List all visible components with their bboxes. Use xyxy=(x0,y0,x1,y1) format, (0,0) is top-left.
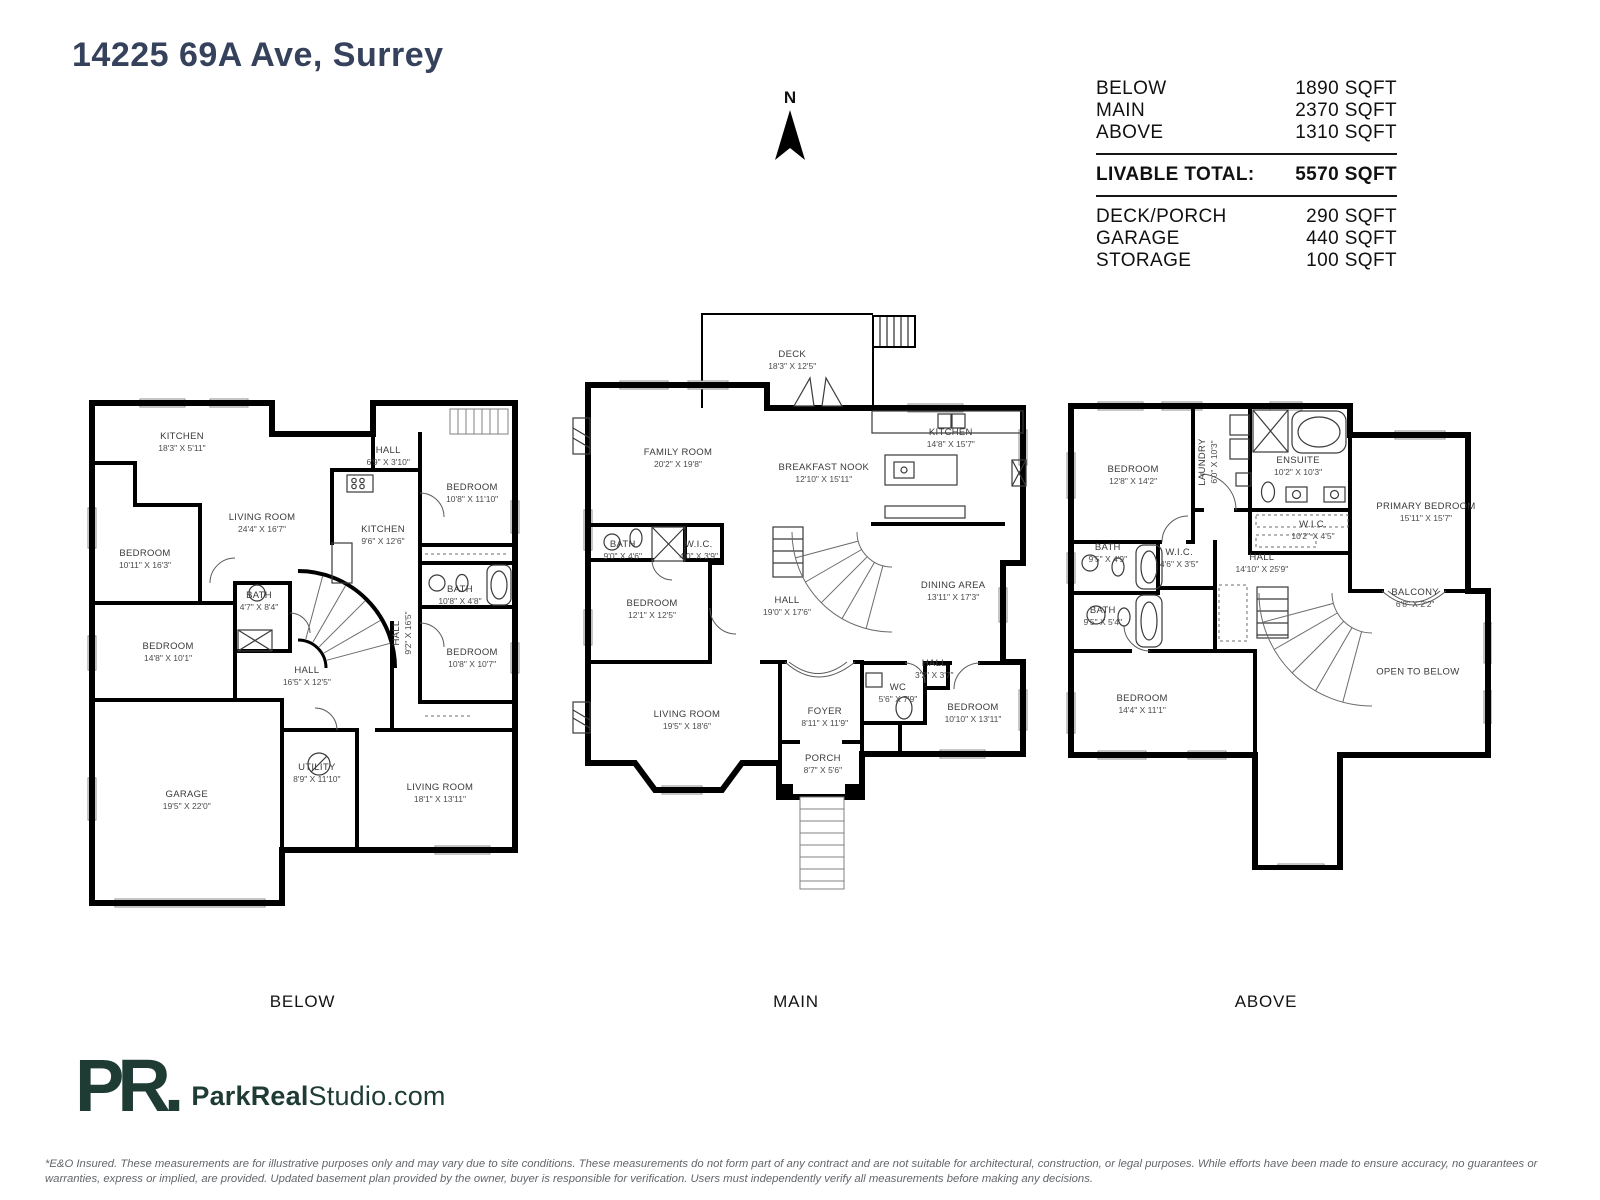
north-arrow-icon xyxy=(768,108,812,166)
room-name: KITCHEN xyxy=(160,430,204,442)
room-dimensions: 10'8" X 10'7" xyxy=(448,658,497,669)
floorplan-above xyxy=(1040,393,1492,870)
room-label xyxy=(447,647,498,669)
room-name: KITCHEN xyxy=(928,426,973,438)
logo-monogram: PR. xyxy=(75,1044,178,1127)
room-dimensions: 12'10" X 15'11" xyxy=(795,474,853,485)
area-table-bottom xyxy=(1096,206,1397,272)
room-dimensions: 9'6" X 12'6" xyxy=(361,535,405,546)
room-labels-above xyxy=(1040,393,1492,870)
room-name: BATH xyxy=(609,538,636,550)
room-name: LAUNDRY xyxy=(1197,438,1209,486)
room-label xyxy=(626,598,677,620)
room-name: BATH xyxy=(246,589,272,601)
room-dimensions: 6'9" X 3'10" xyxy=(366,456,410,467)
floor-caption-main: MAIN xyxy=(773,992,819,1011)
logo-brand-text xyxy=(191,1081,445,1120)
room-labels-below xyxy=(85,393,520,930)
room-label xyxy=(763,595,811,617)
room-dimensions: 14'10" X 25'9" xyxy=(1235,563,1289,574)
floorplan-main xyxy=(560,310,1032,955)
area-row-label: BELOW xyxy=(1096,78,1167,99)
room-name: HALL xyxy=(1249,551,1275,563)
room-dimensions: 8'7" X 5'6" xyxy=(803,765,843,776)
room-name: PRIMARY BEDROOM xyxy=(1376,500,1476,512)
room-label xyxy=(804,753,843,775)
room-label xyxy=(119,548,171,570)
room-name: FOYER xyxy=(807,705,842,717)
room-name: WC xyxy=(889,682,907,694)
floor-caption-below: BELOW xyxy=(269,992,336,1011)
room-label xyxy=(391,611,413,654)
floorplan-below xyxy=(85,393,520,930)
room-label xyxy=(915,658,954,680)
room-label xyxy=(654,709,721,731)
room-dimensions: 10'8" X 11'10" xyxy=(446,493,499,504)
area-row xyxy=(1096,206,1397,228)
room-label xyxy=(1376,667,1459,678)
room-dimensions: 14'4" X 11'1" xyxy=(1118,705,1166,715)
room-dimensions: 14'8" X 10'1" xyxy=(144,652,193,663)
room-name: HALL xyxy=(294,664,320,676)
room-dimensions: 9'0" X 4'6" xyxy=(603,550,643,561)
area-row-value: 1310 SQFT xyxy=(1295,122,1397,143)
room-name: KITCHEN xyxy=(361,523,405,535)
room-label xyxy=(367,445,410,467)
room-name: W.I.C. xyxy=(684,538,713,550)
room-label xyxy=(240,590,279,612)
room-name: BEDROOM xyxy=(446,481,498,493)
room-dimensions: 5'6" X 7'9" xyxy=(878,694,918,705)
room-label xyxy=(446,482,498,504)
page-title: 14225 69A Ave, Surrey xyxy=(72,36,444,74)
room-dimensions: 19'0" X 17'6" xyxy=(763,607,812,618)
room-name: HALL xyxy=(774,595,800,607)
room-dimensions: 24'4" X 16'7" xyxy=(238,523,287,534)
room-name: BEDROOM xyxy=(142,640,194,652)
room-dimensions: 6'8" X 2'2" xyxy=(1395,599,1435,610)
area-row xyxy=(1096,228,1397,250)
room-label xyxy=(438,584,481,606)
room-name: HALL xyxy=(391,620,403,646)
room-label xyxy=(361,524,405,546)
room-name: DINING AREA xyxy=(920,580,986,592)
room-dimensions: 8'11" X 11'9" xyxy=(801,717,849,728)
room-name: BEDROOM xyxy=(626,598,678,610)
room-label xyxy=(1117,693,1168,715)
room-name: BATH xyxy=(447,583,473,595)
area-row-value: 440 SQFT xyxy=(1306,228,1397,249)
room-label xyxy=(927,427,975,449)
room-label xyxy=(158,431,205,453)
room-label xyxy=(1291,519,1334,541)
room-dimensions: 10'2" X 10'3" xyxy=(1274,466,1323,477)
room-name: UTILITY xyxy=(298,762,336,774)
room-name: FAMILY ROOM xyxy=(643,446,713,458)
room-dimensions: 3'2" X 3'7" xyxy=(914,670,954,681)
room-name: BEDROOM xyxy=(947,702,999,714)
floor-caption-above: ABOVE xyxy=(1234,992,1298,1011)
room-name: DECK xyxy=(778,349,807,361)
room-label xyxy=(1274,455,1322,477)
room-name: BALCONY xyxy=(1391,587,1439,599)
room-label xyxy=(603,539,642,561)
room-dimensions: 6'0" X 10'3" xyxy=(1209,440,1220,484)
area-row-label: DECK/PORCH xyxy=(1096,206,1227,227)
room-name: BATH xyxy=(1094,541,1121,553)
room-name: LIVING ROOM xyxy=(406,782,474,794)
room-name: BEDROOM xyxy=(119,547,171,559)
parkreal-logo xyxy=(75,1044,446,1127)
room-dimensions: 19'5" X 22'0" xyxy=(162,801,211,812)
room-dimensions: 16'5" X 12'5" xyxy=(282,676,331,687)
room-label xyxy=(679,539,718,561)
room-name: BREAKFAST NOOK xyxy=(778,462,870,474)
room-label xyxy=(879,682,918,704)
compass xyxy=(766,88,814,171)
room-name: OPEN TO BELOW xyxy=(1376,666,1460,678)
area-row-value: 1890 SQFT xyxy=(1295,78,1397,99)
room-label xyxy=(229,512,296,534)
room-dimensions: 20'2" X 19'8" xyxy=(653,458,703,469)
room-label xyxy=(1197,438,1219,485)
room-dimensions: 18'1" X 13'11" xyxy=(413,794,467,805)
room-name: BEDROOM xyxy=(1107,464,1159,476)
room-name: LIVING ROOM xyxy=(228,511,296,523)
room-dimensions: 13'11" X 17'3" xyxy=(927,592,980,603)
area-summary-table xyxy=(1096,78,1397,272)
room-dimensions: 10'2" X 4'5" xyxy=(1291,530,1335,541)
room-name: W.I.C. xyxy=(1165,547,1194,559)
room-name: LIVING ROOM xyxy=(653,709,721,721)
room-label xyxy=(644,447,712,469)
room-dimensions: 18'3" X 5'11" xyxy=(158,442,206,453)
room-label xyxy=(407,782,474,804)
room-label xyxy=(768,349,816,371)
room-label xyxy=(1236,552,1289,574)
room-label xyxy=(1108,464,1159,486)
area-row-label: MAIN xyxy=(1096,100,1146,121)
room-name: GARAGE xyxy=(165,789,209,801)
room-label xyxy=(293,762,340,784)
room-dimensions: 10'8" X 4'8" xyxy=(438,595,482,606)
room-label xyxy=(1376,501,1475,523)
area-table-top xyxy=(1096,78,1397,144)
room-dimensions: 4'6" X 3'5" xyxy=(1159,559,1199,570)
area-row xyxy=(1096,250,1397,272)
room-dimensions: 15'11" X 15'7" xyxy=(1399,512,1453,523)
area-row xyxy=(1096,122,1397,144)
room-name: HALL xyxy=(375,444,401,456)
area-row-label: GARAGE xyxy=(1096,228,1180,249)
room-dimensions: 9'5" X 5'4" xyxy=(1083,617,1123,628)
area-row-label: STORAGE xyxy=(1096,250,1192,271)
room-dimensions: 12'1" X 12'5" xyxy=(628,610,677,621)
room-dimensions: 9'2" X 16'5" xyxy=(403,611,414,655)
room-dimensions: 19'5" X 18'6" xyxy=(662,721,711,732)
livable-total-value: 5570 SQFT xyxy=(1295,164,1397,185)
room-name: BEDROOM xyxy=(1116,693,1168,704)
livable-total-row xyxy=(1096,153,1397,197)
livable-total-label: LIVABLE TOTAL: xyxy=(1096,164,1255,185)
room-label xyxy=(1160,547,1199,569)
room-dimensions: 12'8" X 14'2" xyxy=(1109,476,1158,487)
area-row-value: 100 SQFT xyxy=(1306,250,1397,271)
room-dimensions: 8'9" X 11'10" xyxy=(293,774,341,785)
room-name: BATH xyxy=(1089,605,1116,617)
area-row xyxy=(1096,100,1397,122)
logo-brand-bold: ParkReal xyxy=(191,1081,309,1112)
room-dimensions: 4'0" X 3'9" xyxy=(679,550,719,561)
room-label xyxy=(1084,605,1123,627)
room-dimensions: 10'11" X 16'3" xyxy=(118,559,172,570)
room-label xyxy=(945,702,1002,724)
room-label xyxy=(1391,587,1439,609)
area-row-value: 2370 SQFT xyxy=(1295,100,1397,121)
room-label xyxy=(921,580,986,602)
room-label xyxy=(1089,542,1128,564)
room-name: HALL xyxy=(921,658,947,670)
room-name: ENSUITE xyxy=(1276,454,1320,466)
room-label xyxy=(142,641,193,663)
room-name: PORCH xyxy=(804,753,841,765)
room-label xyxy=(283,665,331,687)
room-labels-main xyxy=(560,310,1032,955)
room-name: BEDROOM xyxy=(446,646,498,658)
room-dimensions: 4'7" X 8'4" xyxy=(239,601,279,612)
room-name: W.I.C. xyxy=(1299,518,1327,530)
room-label xyxy=(163,789,211,811)
area-row-value: 290 SQFT xyxy=(1306,206,1397,227)
room-dimensions: 9'5" X 4'9" xyxy=(1088,553,1128,564)
room-dimensions: 10'10" X 13'11" xyxy=(944,714,1002,725)
room-label xyxy=(801,706,848,728)
room-label xyxy=(779,462,870,484)
logo-brand-regular: Studio.com xyxy=(308,1081,446,1112)
room-dimensions: 18'3" X 12'5" xyxy=(768,361,817,372)
disclaimer-text: *E&O Insured. These measurements are for illustrative purposes only and may vary due to site conditions. These measurements do not form part of any contract and are not suitable for architectural, construction, or legal purposes. While efforts have been made to ensure accuracy, no guarantees or warranties, express or implied, are provided. Updated basement plan provided by the owner, buyer is responsible for verification. Users must independently verify all measurements before making any decisions. xyxy=(45,1158,1538,1185)
compass-north-label: N xyxy=(783,88,797,107)
area-row xyxy=(1096,78,1397,100)
room-dimensions: 14'8" X 15'7" xyxy=(926,438,975,449)
area-row-label: ABOVE xyxy=(1096,122,1164,143)
